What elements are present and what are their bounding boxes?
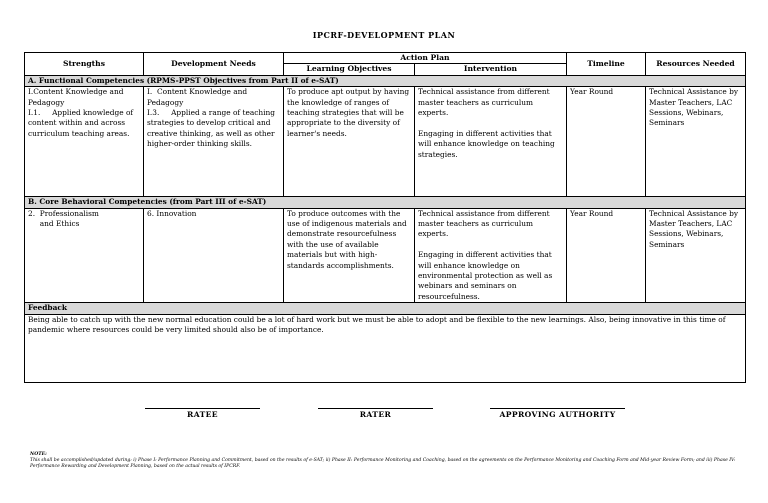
section-b-strengths: 2. Professionalism and Ethics — [25, 208, 144, 303]
feedback-label: Feedback — [25, 303, 746, 314]
page-title: IPCRF-DEVELOPMENT PLAN — [312, 30, 456, 40]
header-resources: Resources Needed — [646, 53, 746, 76]
section-a-heading: A. Functional Competencies (RPMS-PPST Objectives from Part II of e-SAT) — [25, 75, 746, 86]
header-learning-objectives: Learning Objectives — [284, 64, 415, 75]
section-a-intervention: Technical assistance from different master teachers as curriculum experts. Engaging in different activities that will enhance knowledge on teaching strategies. — [415, 87, 567, 197]
header-action-plan: Action Plan — [284, 53, 567, 64]
rater-signature-line: RATER — [318, 408, 433, 419]
section-b-intervention: Technical assistance from different master teachers as curriculum experts. Engaging in different activities that will enhance knowledge on environmental protection as well as webinars and seminars on resourcefulness. — [415, 208, 567, 303]
header-timeline: Timeline — [567, 53, 646, 76]
section-b-timeline: Year Round — [567, 208, 646, 303]
development-plan-table — [24, 52, 746, 383]
approving-authority-signature-line: APPROVING AUTHORITY — [490, 408, 625, 419]
note-label: NOTE: — [30, 452, 47, 457]
section-b-resources: Technical Assistance by Master Teachers, LAC Sessions, Webinars, Seminars — [646, 208, 746, 303]
section-a-learning-objectives: To produce apt output by having the knowledge of ranges of teaching strategies that will be appropriate to the diversity of learner's needs. — [284, 87, 415, 197]
footnote — [30, 452, 740, 470]
section-a-resources: Technical Assistance by Master Teachers, LAC Sessions, Webinars, Seminars — [646, 87, 746, 197]
ratee-signature-line: RATEE — [145, 408, 260, 419]
section-a-development-needs: I. Content Knowledge and Pedagogy I.3. Applied a range of teaching strategies to develop critical and creative thinking, as well as other higher-order thinking skills. — [144, 87, 284, 197]
feedback-text: Being able to catch up with the new normal education could be a lot of hard work but we must be able to adopt and be flexible to the new learnings. Also, being innovative in this time of pandemic where resources could be very limited should also be of importance. — [25, 314, 746, 382]
section-b-learning-objectives: To produce outcomes with the use of indigenous materials and demonstrate resourcefulness with the use of available materials but with high-standards accomplishments. — [284, 208, 415, 303]
section-b-heading: B. Core Behavioral Competencies (from Part III of e-SAT) — [25, 197, 746, 208]
section-b-development-needs: 6. Innovation — [144, 208, 284, 303]
header-development-needs: Development Needs — [144, 53, 284, 76]
note-text: This shall be accomplished/updated during: i) Phase I: Performance Planning and Commitment, based on the results of e-SAT; ii) Phase II: Performance Monitoring and Coaching, based on the agreements on the Performance Monitoring and Coaching Form and Mid-year Review Form; and iii) Phase IV: Performance Rewarding and Development Planning, based on the actual results of IPCRF. — [30, 458, 736, 469]
section-a-strengths: I.Content Knowledge and Pedagogy I.1. Applied knowledge of content within and across curriculum teaching areas. — [25, 87, 144, 197]
header-intervention: Intervention — [415, 64, 567, 75]
header-strengths: Strengths — [25, 53, 144, 76]
section-a-timeline: Year Round — [567, 87, 646, 197]
